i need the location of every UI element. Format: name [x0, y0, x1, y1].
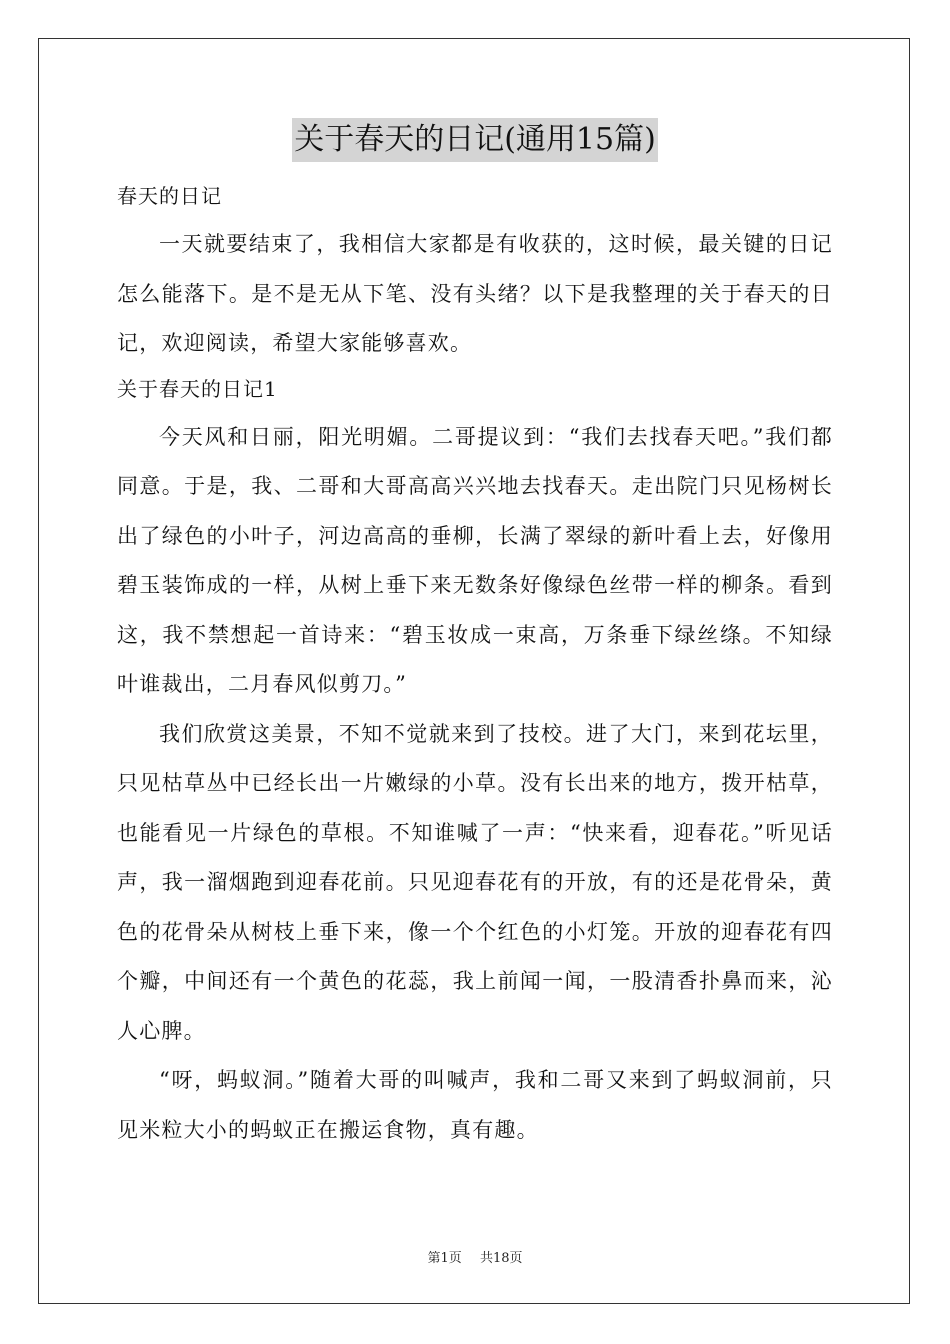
- page-footer: [0, 1247, 950, 1266]
- document-body: [117, 118, 833, 1155]
- title-wrap: [117, 118, 833, 170]
- paragraph: 一天就要结束了，我相信大家都是有收获的，这时候，最关键的日记怎么能落下。是不是无从下笔、没有头绪？以下是我整理的关于春天的日记，欢迎阅读，希望大家能够喜欢。: [117, 232, 833, 355]
- paragraph: 今天风和日丽，阳光明媚。二哥提议到：“我们去找春天吧。”我们都同意。于是，我、二哥和大哥高高兴兴地去找春天。走出院门只见杨树长出了绿色的小叶子，河边高高的垂柳，长满了翠绿的新叶看上去，好像用碧玉装饰成的一样，从树上垂下来无数条好像绿色丝带一样的柳条。看到这，我不禁想起一首诗来：“碧玉妆成一束高，万条垂下绿丝绦。不知绿叶谁裁出，二月春风似剪刀。”: [117, 424, 833, 696]
- paragraph: “呀，蚂蚁洞。”随着大哥的叫喊声，我和二哥又来到了蚂蚁洞前，只见米粒大小的蚂蚁正在搬运食物，真有趣。: [117, 1068, 833, 1142]
- page-number: 第1页: [427, 1251, 462, 1266]
- document-title: 关于春天的日记(通用15篇): [292, 118, 658, 162]
- section-heading: 关于春天的日记1: [117, 376, 278, 401]
- paragraph: 我们欣赏这美景，不知不觉就来到了技校。进了大门，来到花坛里，只见枯草丛中已经长出一片嫩绿的小草。没有长出来的地方，拨开枯草，也能看见一片绿色的草根。不知谁喊了一声：“快来看，迎春花。”听见话声，我一溜烟跑到迎春花前。只见迎春花有的开放，有的还是花骨朵，黄色的花骨朵从树枝上垂下来，像一个个红色的小灯笼。开放的迎春花有四个瓣，中间还有一个黄色的花蕊，我上前闻一闻，一股清香扑鼻而来，沁人心脾。: [117, 721, 833, 1043]
- page-total: 共18页: [479, 1251, 523, 1266]
- section-heading: 春天的日记: [117, 184, 222, 208]
